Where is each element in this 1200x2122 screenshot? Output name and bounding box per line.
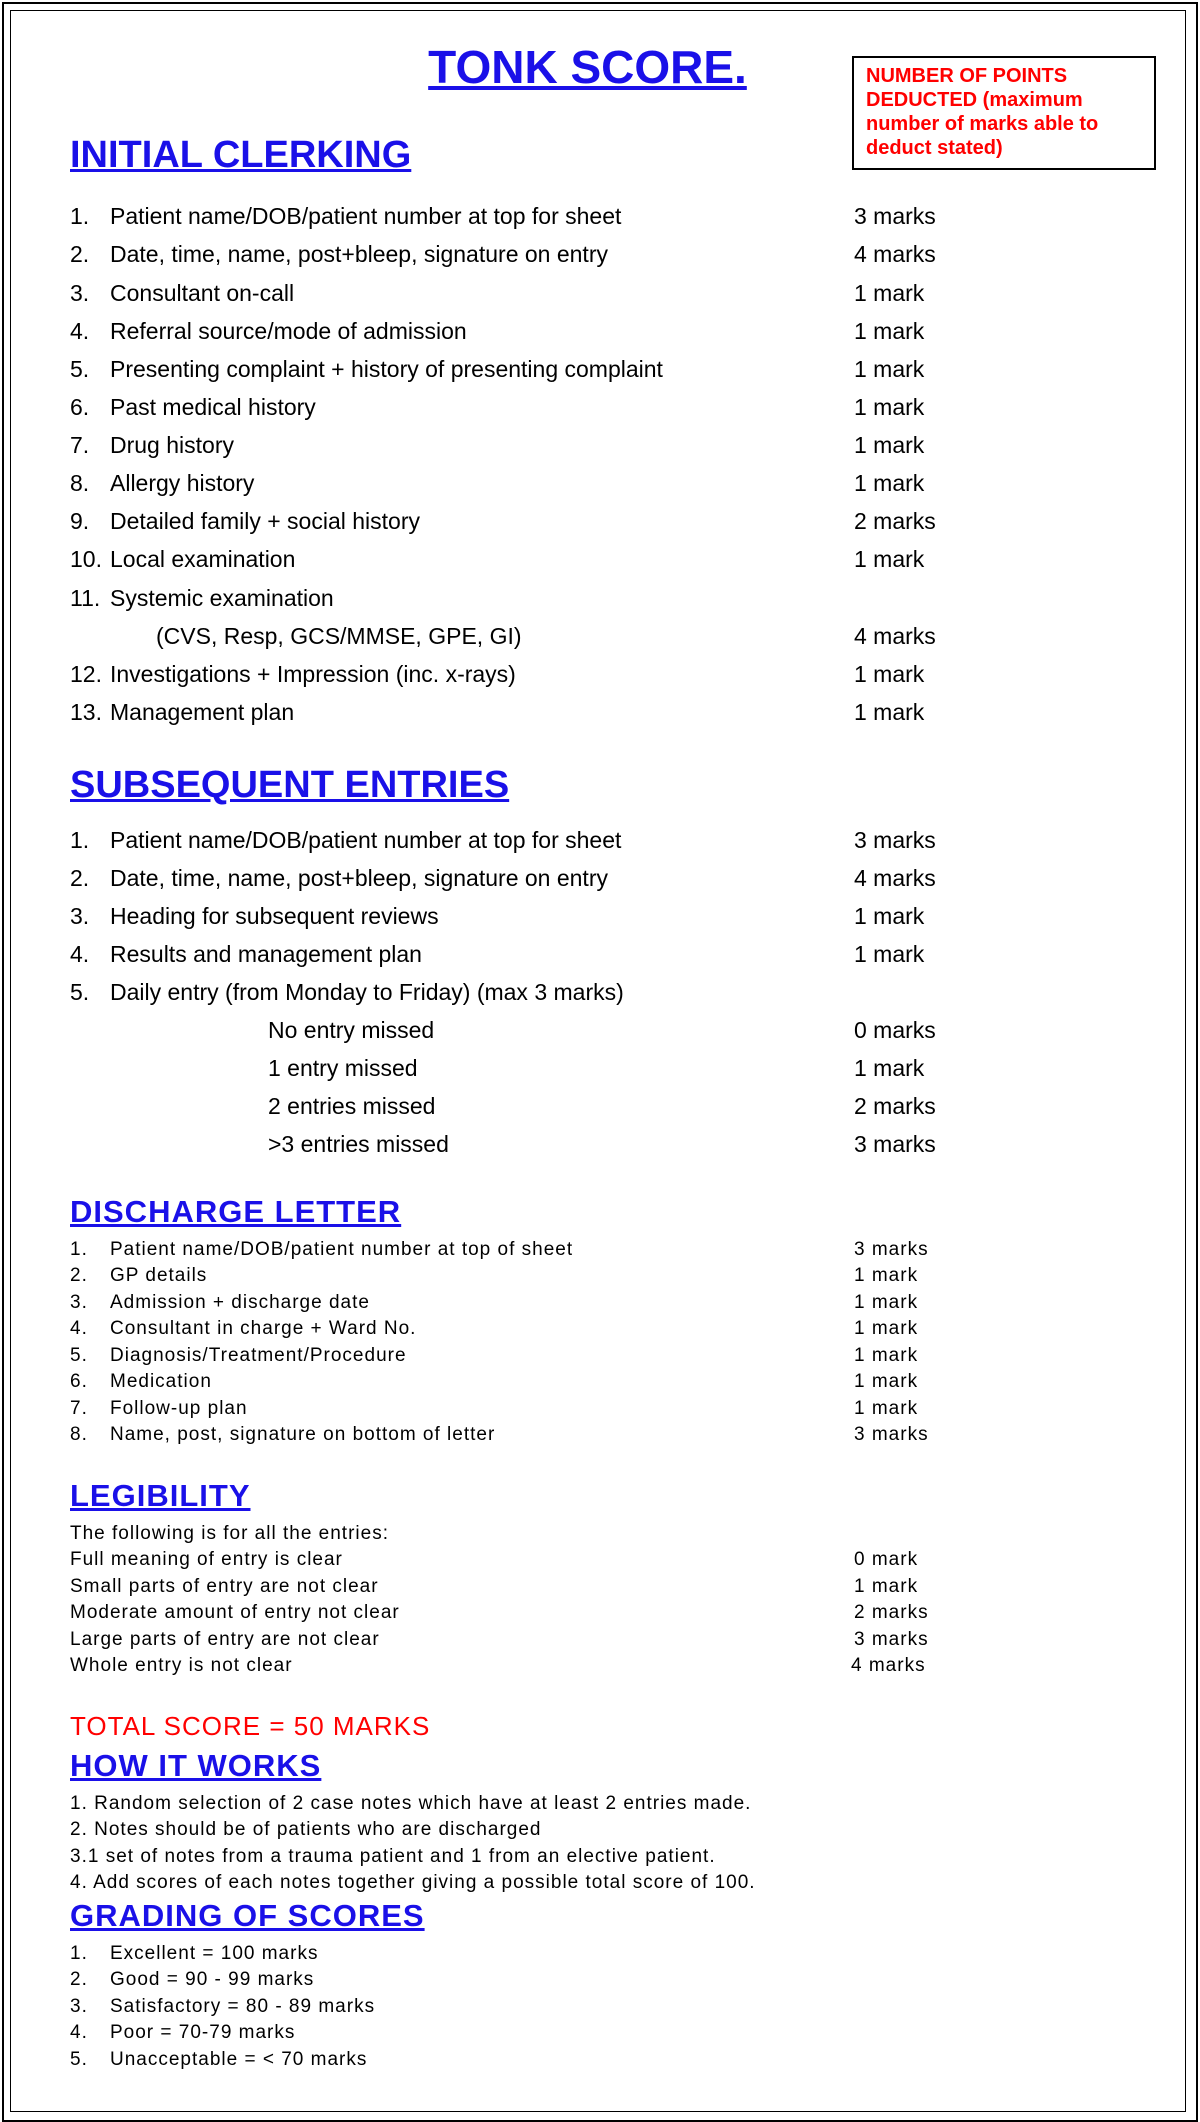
heading-grading-of-scores: GRADING OF SCORES	[70, 1898, 425, 1933]
heading-initial-clerking: INITIAL CLERKING	[70, 134, 412, 176]
heading-discharge-letter: DISCHARGE LETTER	[70, 1194, 402, 1229]
page-title: TONK SCORE.	[428, 41, 747, 93]
points-deducted-note: NUMBER OF POINTS DEDUCTED (maximum number of marks able to deduct stated)	[852, 56, 1156, 170]
total-score: TOTAL SCORE = 50 MARKS	[70, 1711, 431, 1741]
heading-subsequent-entries: SUBSEQUENT ENTRIES	[70, 764, 510, 806]
heading-how-it-works: HOW IT WORKS	[70, 1748, 322, 1783]
heading-legibility: LEGIBILITY	[70, 1478, 251, 1513]
